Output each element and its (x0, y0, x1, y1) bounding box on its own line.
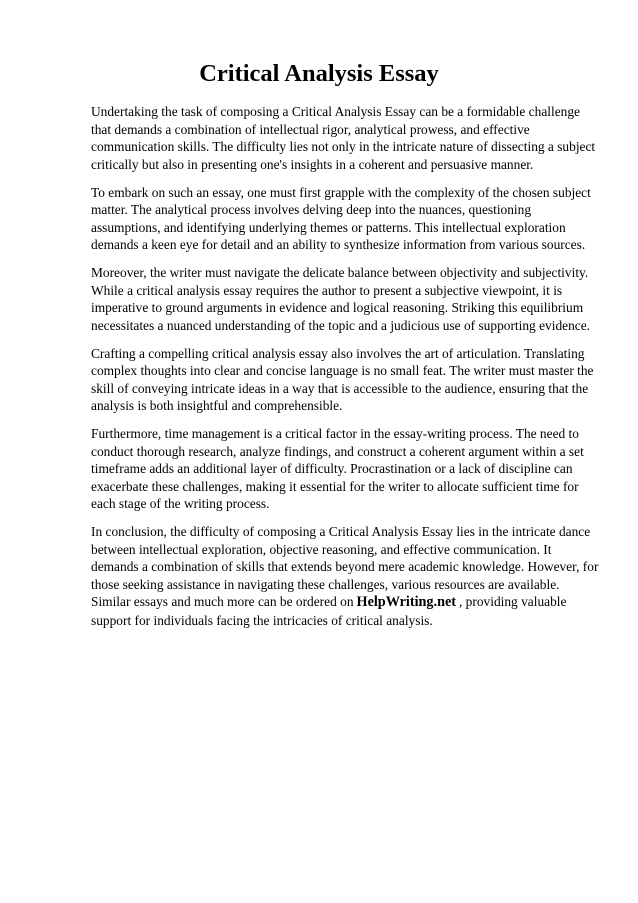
conclusion-text: In conclusion, the difficulty of composing a Critical Analysis Essay lies in the intricate dance between intellectual exploration, objective reasoning, and effective communication. It demands a combination of skills that extends beyond mere academic knowledge. However, for those seeking assistance in navigating these challenges, various resources are available. Similar essays and much more can be ordered on (91, 524, 599, 609)
paragraph-time-management: Furthermore, time management is a critical factor in the essay-writing process. The need to conduct thorough research, analyze findings, and construct a coherent argument within a set timeframe adds an additional layer of difficulty. Procrastination or a lack of discipline can exacerbate these challenges, making it essential for the writer to allocate sufficient time for each stage of the writing process. (91, 426, 584, 511)
paragraph-conclusion (91, 523, 601, 629)
paragraph-subject-complexity: To embark on such an essay, one must first grapple with the complexity of the chosen subject matter. The analytical process involves delving deep into the nuances, questioning assumptions, and identifying underlying themes or patterns. This intellectual exploration demands a keen eye for detail and an ability to synthesize information from various sources. (91, 184, 591, 252)
paragraph-objectivity-balance: Moreover, the writer must navigate the delicate balance between objectivity and subjectivity. While a critical analysis essay requires the author to present a subjective viewpoint, it is imperative to ground arguments in evidence and logical reasoning. Striking this equilibrium necessitates a nuanced understanding of the topic and a judicious use of supporting evidence. (91, 265, 591, 333)
paragraph-articulation: Crafting a compelling critical analysis essay also involves the art of articulation. Translating complex thoughts into clear and concise language is no small feat. The writer must master the skill of conveying intricate ideas in a way that is accessible to the audience, ensuring that the analysis is both insightful and comprehensible. (91, 345, 594, 413)
document-title: Critical Analysis Essay (199, 60, 439, 87)
document-body (91, 103, 601, 640)
conclusion-text-end: , providing valuable support for individuals facing the intricacies of critical analysis. (91, 594, 567, 628)
helpwriting-link[interactable]: HelpWriting.net (356, 594, 456, 610)
paragraph-intro: Undertaking the task of composing a Critical Analysis Essay can be a formidable challenge that demands a combination of intellectual rigor, analytical prowess, and effective communication skills. The difficulty lies not only in the intricate nature of dissecting a subject critically but also in presenting one's insights in a coherent and persuasive manner. (91, 104, 596, 172)
